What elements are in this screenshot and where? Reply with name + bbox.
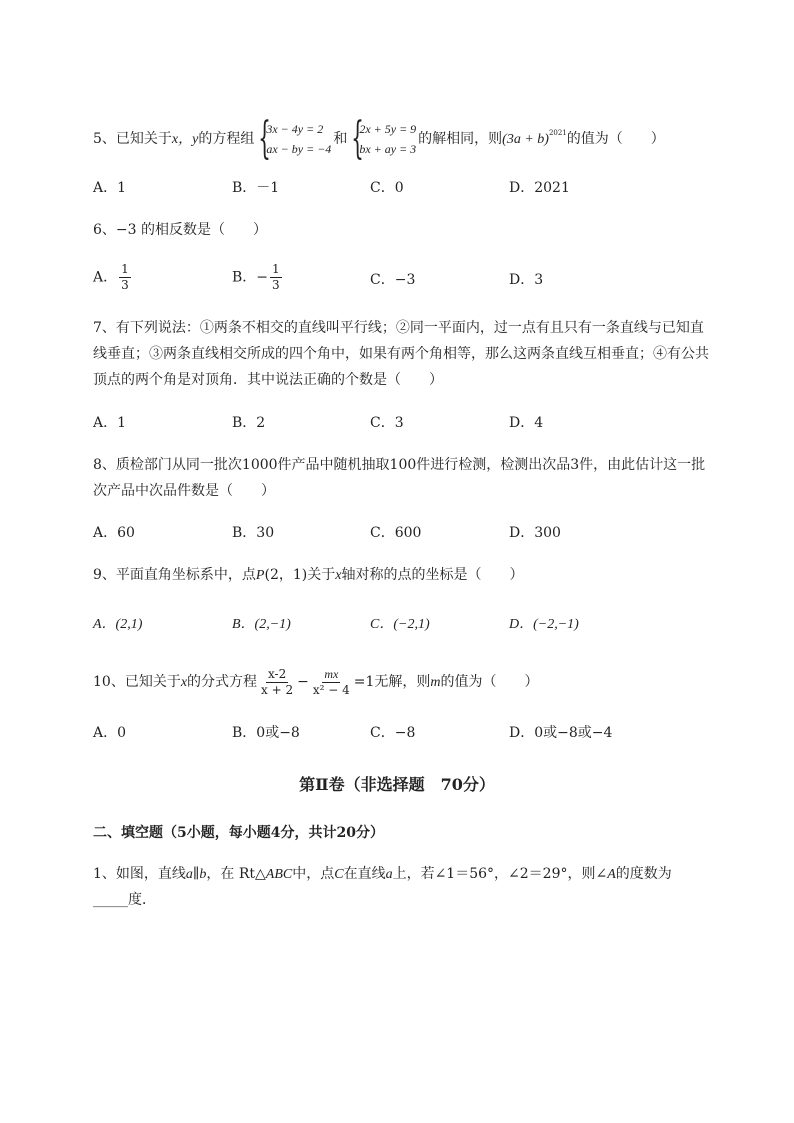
- q9-point: P: [255, 568, 265, 583]
- q9-option-a[interactable]: A．(2,1): [93, 617, 143, 632]
- q8-option-a[interactable]: A．60: [93, 525, 135, 541]
- q5-prefix: 5、已知关于: [93, 131, 172, 147]
- q5-system-2: { 2x + 5y = 9 bx + ay = 3: [351, 113, 417, 164]
- q10-minus: −: [297, 674, 309, 690]
- q5-exponent: 2021: [548, 129, 567, 137]
- q10-mid2: 无解，则: [374, 674, 431, 690]
- q10-mid: 的分式方程: [187, 674, 258, 690]
- q9-axis: x: [335, 568, 342, 583]
- question-7-line-2: 线垂直；③两条直线相交所成的四个角中，如果有两个角相等，那么这两条直线互相垂直；④有公共: [93, 346, 709, 362]
- q10-fraction-2: $\frac{mx}{\text{x² − 4}}$: [312, 666, 350, 697]
- q5-vars: x，y: [171, 132, 199, 147]
- q8-option-d[interactable]: D．300: [509, 525, 561, 541]
- q9-mid: 关于: [307, 567, 336, 583]
- q6-b-label: B．−: [232, 269, 269, 286]
- question-8-line-1: 8、质检部门从同一批次1000件产品中随机抽取100件进行检测，检测出次品3件，由此估计这一批: [93, 457, 706, 473]
- question-5: [93, 113, 665, 164]
- q9-option-c[interactable]: C．(−2,1): [370, 617, 430, 632]
- q6-b-fraction: $\frac{1}{3}$: [272, 262, 280, 292]
- q9-suffix: 轴对称的点的坐标是（ ）: [341, 567, 524, 583]
- q7-option-d[interactable]: D．4: [509, 415, 544, 431]
- q6-option-b[interactable]: [232, 262, 284, 293]
- q10-suffix: 的值为（ ）: [440, 674, 539, 690]
- q5-sys2-eq2: bx + ay = 3: [359, 142, 417, 156]
- question-6: 6、−3 的相反数是（ ）: [93, 222, 267, 238]
- q8-option-b[interactable]: B．30: [232, 525, 275, 541]
- section-heading: 二、填空题（5小题，每小题4分，共计20分）: [93, 825, 384, 841]
- q5-sys1-eq2: ax − by = −4: [266, 142, 332, 156]
- q10-option-a[interactable]: A．0: [93, 725, 127, 741]
- q5-suffix: 的值为（ ）: [566, 131, 665, 147]
- q5-option-d[interactable]: D．2021: [509, 180, 570, 196]
- q5-option-c[interactable]: C．0: [370, 180, 404, 196]
- q10-option-b[interactable]: B．0或−8: [232, 725, 300, 741]
- fill-question-1-line-1: 1、如图，直线a∥b，在 Rt△ABC中，点C在直线a上，若∠1＝56°，∠2＝29°，则∠A的度数为: [93, 866, 672, 882]
- q10-eq: =1: [353, 674, 375, 690]
- q6-a-label: A．: [93, 269, 118, 286]
- q9-option-d[interactable]: D．(−2,−1): [509, 617, 579, 632]
- q5-option-a[interactable]: A．1: [93, 180, 127, 196]
- q7-option-a[interactable]: A．1: [93, 415, 127, 431]
- q8-option-c[interactable]: C．600: [370, 525, 422, 541]
- question-7-line-3: 顶点的两个角是对顶角．其中说法正确的个数是（ ）: [93, 372, 443, 388]
- q9-coords: (2，1): [264, 567, 308, 583]
- question-8-line-2: 次产品中次品件数是（ ）: [93, 483, 275, 499]
- q5-sys2-eq1: 2x + 5y = 9: [359, 122, 417, 136]
- q10-option-c[interactable]: C．−8: [370, 725, 416, 741]
- q9-prefix: 9、平面直角坐标系中，点: [93, 567, 256, 583]
- question-7-line-1: 7、有下列说法：①两条不相交的直线叫平行线；②同一平面内，过一点有且只有一条直线与已知直: [93, 320, 704, 336]
- q7-option-b[interactable]: B．2: [232, 415, 266, 431]
- q6-option-d[interactable]: D．3: [509, 272, 544, 288]
- q9-option-b[interactable]: B．(2,−1): [232, 617, 291, 632]
- question-9: [93, 565, 523, 586]
- q5-mid2: 的解相同，则: [418, 131, 503, 147]
- q10-var: x: [180, 675, 188, 690]
- question-10: [93, 664, 539, 701]
- q6-option-a[interactable]: [93, 262, 133, 293]
- q5-sys1-eq1: 3x − 4y = 2: [266, 122, 324, 136]
- q5-system-1: { 3x − 4y = 2 ax − by = −4: [258, 113, 332, 164]
- q6-option-c[interactable]: C．−3: [370, 272, 416, 288]
- q10-prefix: 10、已知关于: [93, 674, 181, 690]
- fill-question-1-line-2[interactable]: _____度．: [93, 892, 156, 908]
- q10-option-d[interactable]: D．0或−8或−4: [509, 725, 613, 741]
- q5-expr: (3a + b): [502, 132, 549, 147]
- q5-and: 和: [333, 131, 348, 147]
- q7-option-c[interactable]: C．3: [370, 415, 404, 431]
- q6-a-fraction: $\frac{1}{3}$: [121, 262, 129, 292]
- q10-var2: m: [430, 675, 441, 690]
- part-2-title: 第Ⅱ卷（非选择题 70分）: [299, 775, 495, 794]
- q5-option-b[interactable]: B．－1: [232, 180, 280, 196]
- q5-mid: 的方程组: [198, 131, 255, 147]
- q10-fraction-1: $\frac{x-2}{x + 2}$: [261, 666, 294, 697]
